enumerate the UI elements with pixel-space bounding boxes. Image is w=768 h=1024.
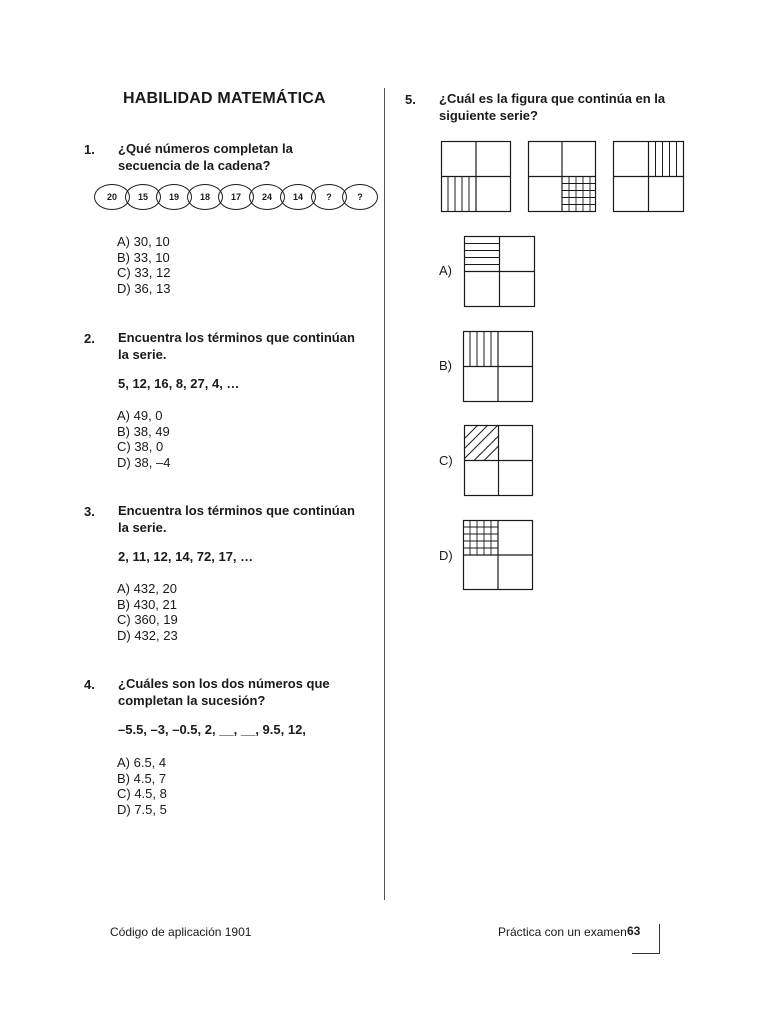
- option-b[interactable]: B) 38, 49: [117, 423, 170, 439]
- chain-link: 24: [249, 184, 285, 210]
- option-c[interactable]: C) 360, 19: [117, 612, 178, 627]
- question-1-text: ¿Qué números completan la secuencia de la cadena?: [118, 141, 293, 173]
- option-a[interactable]: A) 432, 20: [117, 581, 177, 596]
- option-b[interactable]: B) 430, 21: [117, 596, 177, 612]
- option-b[interactable]: B) 4.5, 7: [117, 770, 167, 786]
- question-5-number: 5.: [405, 92, 416, 107]
- footer-application-code: Código de aplicación 1901: [110, 925, 252, 939]
- series-figure-3: [613, 141, 684, 212]
- chain-link: 20: [94, 184, 130, 210]
- page-title: HABILIDAD MATEMÁTICA: [123, 90, 326, 107]
- series-figure-2: [528, 141, 596, 212]
- answer-b-label[interactable]: B): [439, 358, 452, 373]
- series-figure-1: [441, 141, 511, 212]
- answer-a-figure[interactable]: [464, 236, 535, 307]
- chain-link: ?: [311, 184, 347, 210]
- footer-rule-horizontal: [632, 953, 660, 954]
- chain-link: 15: [125, 184, 161, 210]
- question-2-text: Encuentra los términos que continúan la serie.: [118, 330, 355, 362]
- option-c[interactable]: C) 38, 0: [117, 439, 164, 454]
- question-1-options: [117, 234, 170, 296]
- footer-section-title: Práctica con un examen: [498, 925, 627, 939]
- question-2-sequence: 5, 12, 16, 8, 27, 4, …: [118, 376, 240, 391]
- answer-d-label[interactable]: D): [439, 548, 453, 563]
- page-number: 63: [627, 924, 641, 938]
- column-divider: [384, 88, 385, 900]
- question-1-number: 1.: [84, 142, 95, 157]
- option-b[interactable]: B) 33, 10: [117, 249, 170, 265]
- option-a[interactable]: A) 49, 0: [117, 408, 163, 423]
- option-d[interactable]: D) 38, –4: [117, 454, 171, 470]
- option-c[interactable]: C) 4.5, 8: [117, 786, 167, 801]
- option-d[interactable]: D) 432, 23: [117, 627, 178, 643]
- option-d[interactable]: D) 7.5, 5: [117, 801, 167, 817]
- answer-a-label[interactable]: A): [439, 263, 452, 278]
- answer-d-figure[interactable]: [463, 520, 533, 590]
- question-4-options: [117, 755, 167, 817]
- question-3-number: 3.: [84, 504, 95, 519]
- option-c[interactable]: C) 33, 12: [117, 265, 171, 280]
- question-4-number: 4.: [84, 677, 95, 692]
- question-5-text: ¿Cuál es la figura que continúa en la siguiente serie?: [439, 91, 666, 123]
- question-3-text: Encuentra los términos que continúan la serie.: [118, 503, 355, 535]
- chain-link: ?: [342, 184, 378, 210]
- question-3-sequence: 2, 11, 12, 14, 72, 17, …: [118, 549, 254, 564]
- answer-c-figure[interactable]: [464, 425, 533, 496]
- question-3-options: [117, 581, 178, 643]
- question-4-sequence: –5.5, –3, –0.5, 2, __, __, 9.5, 12,: [118, 722, 306, 737]
- question-4-text: ¿Cuáles son los dos números que completan la sucesión?: [118, 676, 330, 708]
- option-d[interactable]: D) 36, 13: [117, 280, 171, 296]
- chain-link: 17: [218, 184, 254, 210]
- question-2-number: 2.: [84, 331, 95, 346]
- chain-link: 18: [187, 184, 223, 210]
- chain-link: 14: [280, 184, 316, 210]
- chain-link: 19: [156, 184, 192, 210]
- question-2-options: [117, 408, 170, 470]
- option-a[interactable]: A) 30, 10: [117, 234, 170, 249]
- answer-c-label[interactable]: C): [439, 453, 453, 468]
- option-a[interactable]: A) 6.5, 4: [117, 755, 167, 770]
- footer-rule-vertical: [659, 924, 660, 954]
- answer-b-figure[interactable]: [463, 331, 533, 402]
